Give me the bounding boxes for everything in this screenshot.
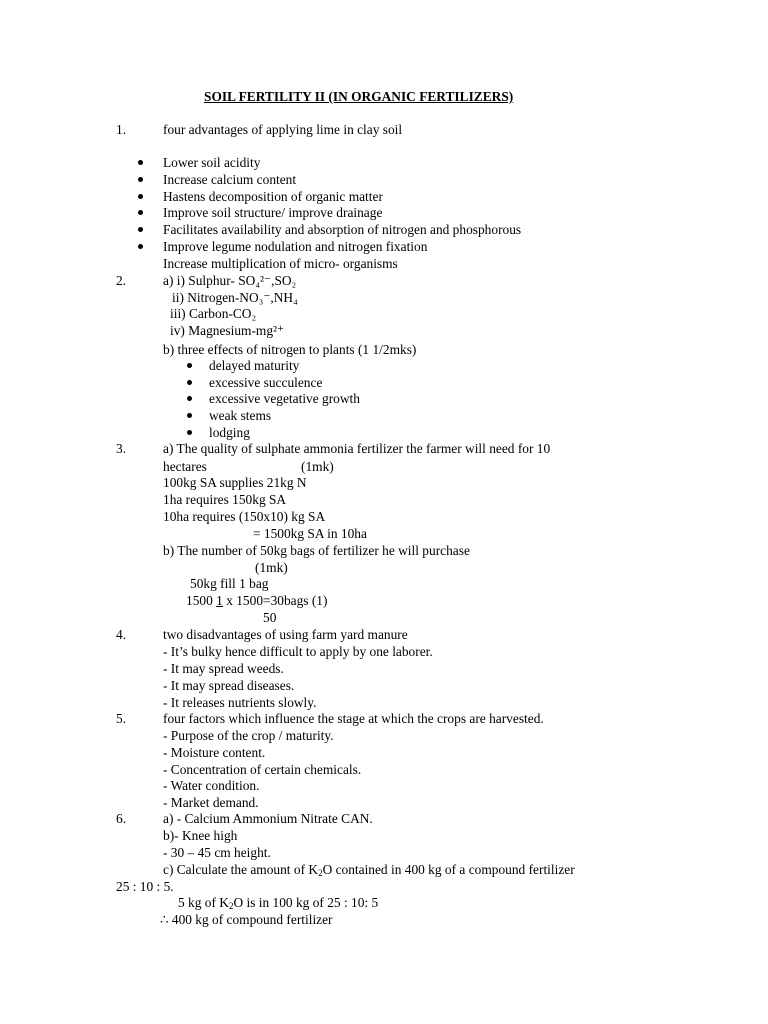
list-item: - Purpose of the crop / maturity. (163, 728, 334, 743)
list-item: - It’s bulky hence difficult to apply by one laborer. (163, 644, 433, 659)
answer-line: b) three effects of nitrogen to plants (1 1/2mks) (163, 342, 417, 357)
list-item: Increase calcium content (163, 172, 297, 187)
list-item: - Concentration of certain chemicals. (163, 762, 362, 777)
answer-line: hectares (163, 459, 207, 474)
answer-line: a) - Calcium Ammonium Nitrate CAN. (163, 811, 373, 826)
list-item: weak stems (209, 408, 272, 423)
list-item: - It releases nutrients slowly. (163, 695, 317, 710)
answer-line: iii) Carbon-CO₂ (170, 306, 257, 321)
bullet-icon (187, 413, 192, 418)
question-number-4: 4. (116, 627, 127, 642)
question-number-6: 6. (116, 811, 127, 826)
list-item: Increase multiplication of micro- organisms (163, 256, 398, 271)
list-item: - It may spread weeds. (163, 661, 284, 676)
list-item: - It may spread diseases. (163, 678, 295, 693)
question-4-text: two disadvantages of using farm yard manure (163, 627, 408, 642)
bullet-icon (187, 380, 192, 385)
bullet-icon (138, 194, 143, 199)
mark-allocation: (1mk) (255, 560, 288, 575)
list-item: Hastens decomposition of organic matter (163, 189, 383, 204)
bullet-icon (138, 177, 143, 182)
answer-line: 5 kg of $K_2O$ is in 100 kg of 25 : 10: 5 (178, 895, 379, 911)
question-1-text: four advantages of applying lime in clay soil (163, 122, 403, 137)
list-item: lodging (209, 425, 250, 440)
answer-line: a) i) Sulphur- SO₄²⁻,SO₂ (163, 273, 297, 288)
answer-line: ii) Nitrogen-NO₃⁻,NH₄ (172, 290, 298, 305)
bullet-icon (138, 244, 143, 249)
question-number-1: 1. (116, 122, 127, 137)
answer-line: = 1500kg SA in 10ha (253, 526, 367, 541)
list-item: - Water condition. (163, 778, 260, 793)
answer-line: 1ha requires 150kg SA (163, 492, 287, 507)
question-number-5: 5. (116, 711, 127, 726)
list-item: Lower soil acidity (163, 155, 261, 170)
question-number-3: 3. (116, 441, 127, 456)
bullet-icon (138, 227, 143, 232)
answer-line: 50kg fill 1 bag (190, 576, 269, 591)
list-item: Improve soil structure/ improve drainage (163, 205, 383, 220)
answer-line: b) The number of 50kg bags of fertilizer he will purchase (163, 543, 470, 558)
answer-line: b)- Knee high (163, 828, 238, 843)
bullet-icon (187, 396, 192, 401)
answer-line: ∴ 400 kg of compound fertilizer (160, 912, 333, 927)
page-title: SOIL FERTILITY II (IN ORGANIC FERTILIZERS) (204, 89, 514, 104)
answer-line: 1500 1 x 1500=30bags (1) (186, 593, 328, 608)
bullet-icon (138, 210, 143, 215)
bullet-icon (138, 160, 143, 165)
answer-line: a) The quality of sulphate ammonia fertilizer the farmer will need for 10 (163, 441, 551, 456)
bullet-icon (187, 430, 192, 435)
answer-line: 50 (263, 610, 277, 625)
list-item: excessive vegetative growth (209, 391, 360, 406)
list-item: Improve legume nodulation and nitrogen fixation (163, 239, 428, 254)
bullet-icon (187, 363, 192, 368)
answer-line: 10ha requires (150x10) kg SA (163, 509, 326, 524)
list-item: - Moisture content. (163, 745, 266, 760)
answer-line: 25 : 10 : 5. (116, 879, 174, 894)
question-5-text: four factors which influence the stage at which the crops are harvested. (163, 711, 544, 726)
answer-line: iv) Magnesium-mg²⁺ (170, 323, 285, 338)
mark-allocation: (1mk) (301, 459, 334, 474)
answer-line: c) Calculate the amount of $K_2O$ contained in 400 kg of a compound fertilizer (163, 862, 575, 878)
list-item: Facilitates availability and absorption of nitrogen and phosphorous (163, 222, 522, 237)
list-item: - Market demand. (163, 795, 259, 810)
list-item: excessive succulence (209, 375, 323, 390)
question-number-2: 2. (116, 273, 127, 288)
answer-line: 100kg SA supplies 21kg N (163, 475, 307, 490)
list-item: delayed maturity (209, 358, 300, 373)
answer-line: - 30 – 45 cm height. (163, 845, 271, 860)
